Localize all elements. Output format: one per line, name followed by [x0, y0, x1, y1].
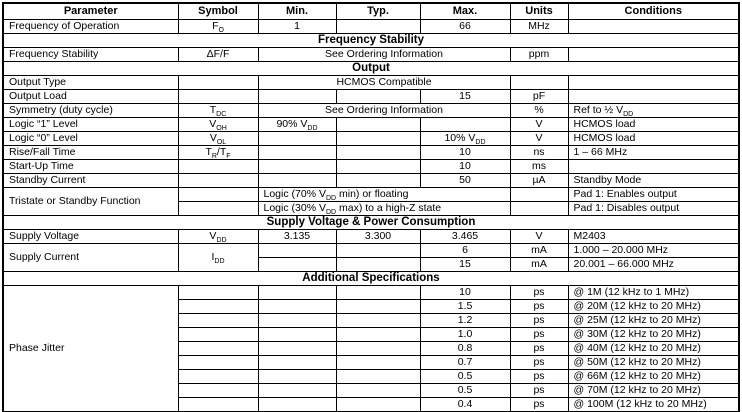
param-cell: Symmetry (duty cycle): [3, 104, 178, 118]
spec-cell: @ 30M (12 kHz to 20 MHz): [568, 328, 739, 342]
spec-cell: [336, 314, 420, 328]
spec-cell: [178, 90, 258, 104]
spec-cell: [568, 90, 739, 104]
spec-cell: 20.001 – 66.000 MHz: [568, 258, 739, 272]
section-row: [3, 34, 739, 48]
table-row: [3, 48, 739, 62]
spec-cell: See Ordering Information: [258, 48, 510, 62]
spec-cell: [258, 384, 336, 398]
spec-cell: [336, 328, 420, 342]
section-row: [3, 272, 739, 286]
spec-cell: [178, 76, 258, 90]
spec-cell: [178, 174, 258, 188]
spec-cell: [178, 384, 258, 398]
spec-cell: 1.0: [420, 328, 510, 342]
spec-cell: @ 40M (12 kHz to 20 MHz): [568, 342, 739, 356]
column-header: Units: [510, 3, 568, 20]
spec-cell: 6: [420, 244, 510, 258]
spec-cell: [258, 370, 336, 384]
spec-cell: [178, 398, 258, 412]
spec-cell: MHz: [510, 20, 568, 34]
param-cell: Output Type: [3, 76, 178, 90]
spec-cell: ps: [510, 370, 568, 384]
spec-cell: [178, 188, 258, 202]
spec-cell: [258, 286, 336, 300]
spec-cell: 10: [420, 286, 510, 300]
table-row: [3, 118, 739, 132]
spec-cell: Ref to ½ $V_{DD}$: [568, 104, 739, 118]
spec-cell: [420, 118, 510, 132]
spec-cell: [336, 258, 420, 272]
spec-cell: 3.465: [420, 230, 510, 244]
spec-cell: [336, 342, 420, 356]
spec-cell: [336, 384, 420, 398]
table-row: [3, 160, 739, 174]
spec-cell: 15: [420, 90, 510, 104]
spec-cell: [336, 174, 420, 188]
spec-cell: 10: [420, 146, 510, 160]
header-row: [3, 3, 739, 20]
spec-cell: [178, 328, 258, 342]
param-cell: Supply Voltage: [3, 230, 178, 244]
spec-cell: [258, 300, 336, 314]
table-row: [3, 188, 739, 202]
spec-cell: @ 20M (12 kHz to 20 MHz): [568, 300, 739, 314]
table-row: [3, 174, 739, 188]
spec-cell: [258, 90, 336, 104]
section-header: Frequency Stability: [3, 34, 739, 48]
spec-cell: mA: [510, 258, 568, 272]
param-cell: Logic “0” Level: [3, 132, 178, 146]
spec-cell: 0.4: [420, 398, 510, 412]
spec-cell: [178, 202, 258, 216]
spec-cell: 15: [420, 258, 510, 272]
spec-cell: [258, 258, 336, 272]
spec-cell: 10: [420, 160, 510, 174]
spec-cell: @ 25M (12 kHz to 20 MHz): [568, 314, 739, 328]
spec-cell: [336, 118, 420, 132]
spec-cell: See Ordering Information: [258, 104, 510, 118]
spec-cell: V: [510, 132, 568, 146]
spec-cell: [336, 370, 420, 384]
spec-cell: [258, 356, 336, 370]
spec-cell: 0.7: [420, 356, 510, 370]
param-cell: Frequency of Operation: [3, 20, 178, 34]
spec-cell: $V_{OL}$: [178, 132, 258, 146]
param-cell: Phase Jitter: [3, 286, 178, 412]
spec-cell: 90% $V_{DD}$: [258, 118, 336, 132]
spec-cell: [178, 370, 258, 384]
spec-cell: [510, 76, 568, 90]
spec-cell: Logic (70% $V_{DD}$ min) or floating: [258, 188, 510, 202]
spec-cell: [336, 286, 420, 300]
spec-cell: ms: [510, 160, 568, 174]
param-cell: Start-Up Time: [3, 160, 178, 174]
spec-cell: 0.5: [420, 384, 510, 398]
spec-cell: 10% $V_{DD}$: [420, 132, 510, 146]
spec-cell: [258, 146, 336, 160]
spec-cell: ps: [510, 314, 568, 328]
spec-cell: ps: [510, 286, 568, 300]
spec-cell: HCMOS Compatible: [258, 76, 510, 90]
spec-cell: [568, 76, 739, 90]
spec-cell: [178, 286, 258, 300]
spec-cell: HCMOS load: [568, 118, 739, 132]
spec-cell: ps: [510, 342, 568, 356]
param-cell: Output Load: [3, 90, 178, 104]
spec-cell: 66: [420, 20, 510, 34]
column-header: Typ.: [336, 3, 420, 20]
column-header: Conditions: [568, 3, 739, 20]
table-row: [3, 20, 739, 34]
spec-cell: [258, 160, 336, 174]
spec-cell: @ 100M (12 kHz to 20 MHz): [568, 398, 739, 412]
spec-cell: Standby Mode: [568, 174, 739, 188]
spec-cell: [258, 398, 336, 412]
param-cell: Standby Current: [3, 174, 178, 188]
spec-cell: [336, 90, 420, 104]
param-cell: Tristate or Standby Function: [3, 188, 178, 216]
spec-cell: [178, 356, 258, 370]
section-header: Supply Voltage & Power Consumption: [3, 216, 739, 230]
section-row: [3, 216, 739, 230]
spec-cell: [568, 20, 739, 34]
spec-cell: [178, 314, 258, 328]
spec-cell: [510, 202, 568, 216]
column-header: Max.: [420, 3, 510, 20]
spec-cell: %: [510, 104, 568, 118]
spec-cell: $T_R/T_F$: [178, 146, 258, 160]
section-row: [3, 62, 739, 76]
spec-cell: [568, 160, 739, 174]
spec-cell: 3.135: [258, 230, 336, 244]
spec-cell: [336, 244, 420, 258]
spec-cell: ppm: [510, 48, 568, 62]
spec-cell: 1: [258, 20, 336, 34]
spec-cell: $I_{DD}$: [178, 244, 258, 272]
param-cell: Rise/Fall Time: [3, 146, 178, 160]
column-header: Parameter: [3, 3, 178, 20]
section-header: Output: [3, 62, 739, 76]
spec-cell: mA: [510, 244, 568, 258]
spec-cell: [258, 244, 336, 258]
spec-cell: [258, 314, 336, 328]
spec-cell: @ 70M (12 kHz to 20 MHz): [568, 384, 739, 398]
spec-cell: [336, 160, 420, 174]
spec-cell: [258, 342, 336, 356]
table-row: [3, 132, 739, 146]
table-row: [3, 90, 739, 104]
spec-cell: ps: [510, 384, 568, 398]
spec-cell: 0.8: [420, 342, 510, 356]
spec-cell: HCMOS load: [568, 132, 739, 146]
spec-cell: M2403: [568, 230, 739, 244]
spec-cell: ps: [510, 328, 568, 342]
spec-cell: [336, 356, 420, 370]
spec-cell: $T_{DC}$: [178, 104, 258, 118]
spec-cell: ps: [510, 356, 568, 370]
spec-cell: V: [510, 118, 568, 132]
spec-cell: ns: [510, 146, 568, 160]
spec-cell: @ 66M (12 kHz to 20 MHz): [568, 370, 739, 384]
spec-cell: @ 1M (12 kHz to 1 MHz): [568, 286, 739, 300]
spec-cell: [336, 300, 420, 314]
table-row: [3, 230, 739, 244]
spec-cell: ps: [510, 398, 568, 412]
spec-cell: 0.5: [420, 370, 510, 384]
spec-cell: [178, 160, 258, 174]
spec-cell: $V_{DD}$: [178, 230, 258, 244]
spec-cell: [336, 398, 420, 412]
spec-cell: $V_{OH}$: [178, 118, 258, 132]
spec-cell: Logic (30% $V_{DD}$ max) to a high-Z state: [258, 202, 510, 216]
spec-cell: [336, 146, 420, 160]
table-row: [3, 146, 739, 160]
spec-cell: 50: [420, 174, 510, 188]
spec-cell: 3.300: [336, 230, 420, 244]
spec-cell: [258, 174, 336, 188]
param-cell: Logic “1” Level: [3, 118, 178, 132]
table-row: [3, 286, 739, 300]
spec-cell: [336, 20, 420, 34]
spec-cell: V: [510, 230, 568, 244]
column-header: Symbol: [178, 3, 258, 20]
spec-cell: [258, 328, 336, 342]
spec-cell: [178, 342, 258, 356]
spec-cell: 1.2: [420, 314, 510, 328]
spec-table: [2, 2, 740, 412]
spec-cell: µA: [510, 174, 568, 188]
spec-cell: Pad 1: Enables output: [568, 188, 739, 202]
section-header: Additional Specifications: [3, 272, 739, 286]
spec-cell: ΔF/F: [178, 48, 258, 62]
table-row: [3, 244, 739, 258]
spec-cell: pF: [510, 90, 568, 104]
spec-cell: [568, 48, 739, 62]
spec-cell: [336, 132, 420, 146]
spec-cell: 1 – 66 MHz: [568, 146, 739, 160]
spec-cell: ps: [510, 300, 568, 314]
param-cell: Supply Current: [3, 244, 178, 272]
table-row: [3, 104, 739, 118]
spec-cell: Pad 1: Disables output: [568, 202, 739, 216]
column-header: Min.: [258, 3, 336, 20]
spec-cell: [510, 188, 568, 202]
spec-cell: 1.000 – 20.000 MHz: [568, 244, 739, 258]
spec-cell: [258, 132, 336, 146]
table-row: [3, 76, 739, 90]
spec-cell: @ 50M (12 kHz to 20 MHz): [568, 356, 739, 370]
spec-cell: $F_O$: [178, 20, 258, 34]
spec-cell: 1.5: [420, 300, 510, 314]
param-cell: Frequency Stability: [3, 48, 178, 62]
spec-cell: [178, 300, 258, 314]
